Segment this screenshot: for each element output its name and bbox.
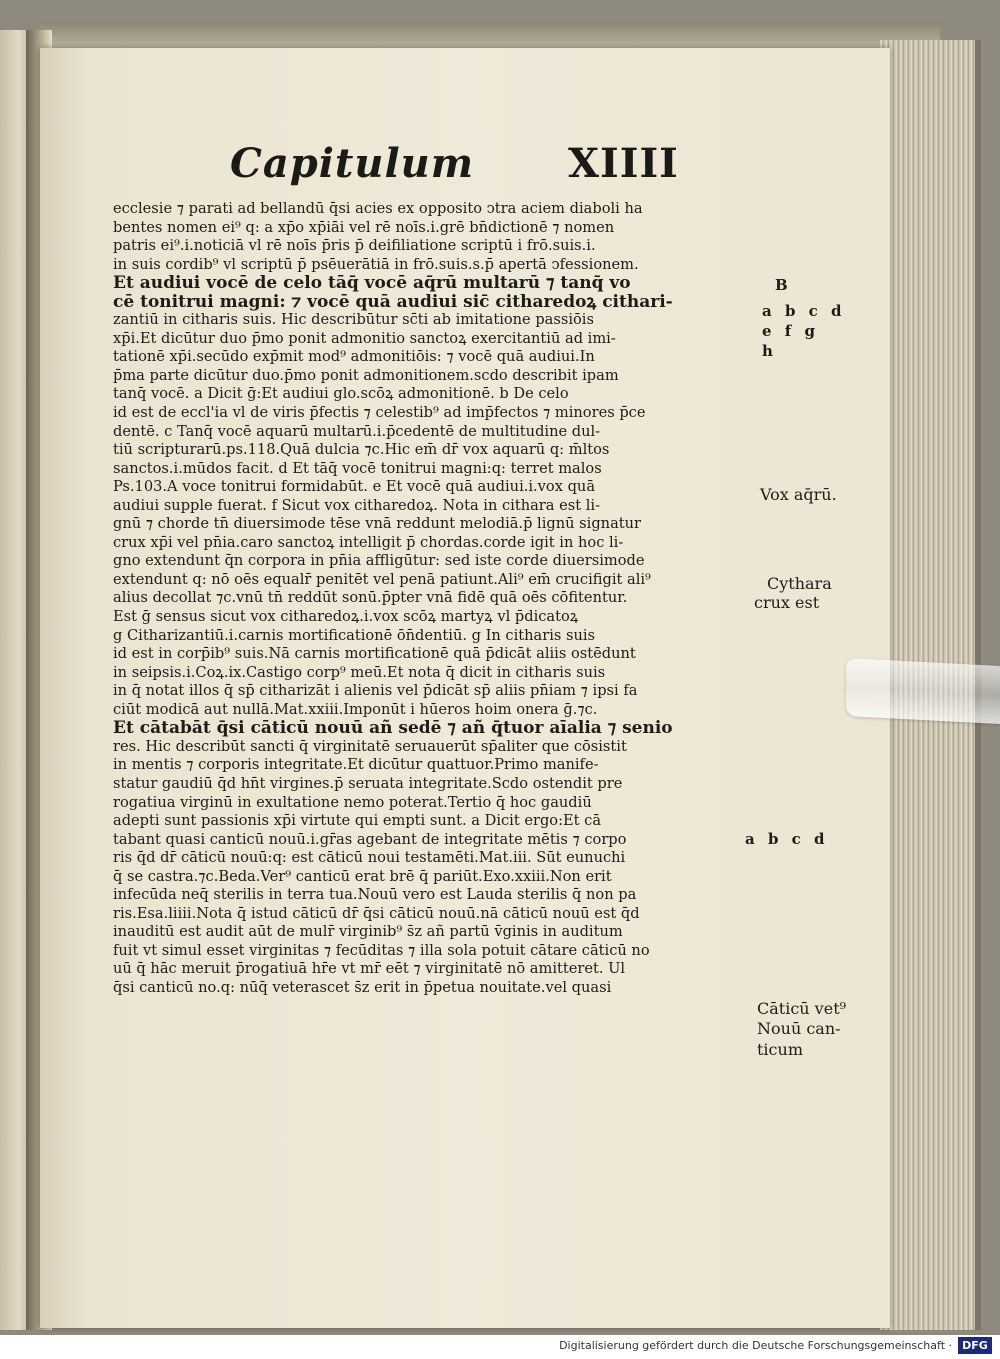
text-line: uū q̄ hāc meruit p̄rogatiuā hr̄e vt mr̄ eēt ⁊ virginitatē nō amitteret. Ul̄ [113,960,626,978]
text-line: Et audiui vocē de celo tāq̄ vocē aq̄rū multarū ⁊ tanq̄ vo [113,274,631,293]
text-line: cē tonitrui magni: ⁊ vocē quā audiui sic̄ citharedoꝝ cithari- [113,292,673,312]
body-text [113,200,763,998]
text-line: q̄ se castra.⁊c.Beda.Ver⁹ canticū erat brē q̄ pariūt.Exo.xxiii.Non erit [113,867,612,885]
text-line: zantiū in citharis suis. Hic describūtur sc̄ti ab imitatione passiōis [113,311,594,329]
text-line: adepti sunt passionis xp̄i virtute qui empti sunt. a Dicit ergo:Et cā [113,812,602,830]
footer [0,1335,1000,1359]
text-line: inauditū est audit aūt de mulr̄ virginib⁹ s̄z añ partū v̄ginis in auditum [113,923,623,941]
margin-note-canticum-2: Nouū can- [757,1019,841,1038]
text-line: fuit vt simul esset virginitas ⁊ fecūditas ⁊ illa sola potuit cātare cāticū no [113,941,650,959]
text-line: extendunt̄ q: nō oēs equalr̄ penitēt vel penā patiunt̄.Ali⁹ em̄ crucifigit̄ ali⁹ [113,570,651,588]
text-line: xp̄i.Et dicūtur duo p̄mo ponit admonitio sanctoꝝ exercitantiū ad imi- [113,329,616,347]
text-line: Est ḡ sensus sicut vox citharedoꝝ.i.vox scōꝝ martyꝝ vl̄ p̄dicatoꝝ [113,608,579,626]
text-line: dentē. c Tanq̄ vocē aquarū multarū.i.p̄cedentē de multitudine dul- [113,422,601,440]
text-line: res. Hic describūt̄ sancti q̄ virginitatē seruauerūt sp̄aliter que cōsistit [113,737,627,755]
text-line: id est de eccl'ia vl̄ de viris p̄fectis ⁊ celestib⁹ ad imp̄fectos ⁊ minores p̄ce [113,404,646,422]
text-line: ris q̄d dr̄ cāticū nouū:q: est cāticū noui testamēti.Mat.iii. Sūt eunuchi [113,849,626,867]
running-head [230,140,690,200]
margin-letters-3: h [762,342,777,360]
text-line: tanq̄ vocē. a Dicit ḡ:Et audiui glo.scōꝝ admonitionē. b De celo [113,385,569,403]
text-line: in seipsis.i.Coꝝ.ix.Castigo corp⁹ meū.Et nota q̄ dicit in citharis suis [113,663,606,681]
text-line: in mentis ⁊ corporis integritate.Et dicūtur quattuor.Primo manife- [113,756,599,774]
margin-letters-4: a b c d [745,830,829,848]
text-line: gno extendunt̄ q̄n corpora in pn̄ia affligūtur: sed iste corde diuersimode [113,552,645,570]
text-line: p̄ma parte dicūtur duo.p̄mo ponit admonitionem.scd̄o describit ipam [113,366,619,384]
margin-note-canticum-3: ticum [757,1040,803,1059]
text-line: q̄si canticū no.q: nūq̄ veterascet s̄z erit in p̄petua nouitate.vel quasi [113,978,612,996]
text-line: g Citharizantiū.i.carnis mortificationē ōn̄dentiū. g In citharis suis [113,626,596,644]
margin-note-canticum-1: Cāticū vet⁹ [757,999,847,1018]
text-line: gnū ⁊ chorde tn̄ diuersimode tēse vnā reddunt melodiā.p̄ lignū signatur [113,515,642,533]
text-line: bentes nomen ei⁹ q: a xp̄o xp̄iāi vel rē noīs.i.grē bn̄dictionē ⁊ nomen [113,218,615,236]
margin-letters-2: e f g [762,322,819,340]
text-line: audiui supple fuerat. f Sicut vox citharedoꝝ. Nota in cithara est li- [113,496,601,514]
glass-page-holder [846,658,1000,724]
margin-letter-b: B [775,276,788,294]
text-line: ecclesie ⁊ parati ad bellandū q̄si acies ex opposito ↄtra aciem diaboli ha [113,200,643,217]
text-line: in q̄ notat illos q̄ sp̄ citharizāt i alienis vel p̄dicāt sp̄ aliis pn̄iam ⁊ ipsi fa [113,682,638,700]
text-line: sanctos.i.mūdos facit. d Et tāq̄ vocē tonitrui magni:q: terret malos [113,459,602,477]
text-line: Ps.103.A voce tonitrui formidabūt. e Et vocē quā audiui.i.vox quā [113,478,596,496]
text-line: infecūda neq̄ sterilis in terra tua.Nouū vero est Lauda sterilis q̄ non pa [113,886,637,904]
margin-letters-1: a b c d [762,302,846,320]
footer-credit: Digitalisierung gefördert durch die Deutsche Forschungsgemeinschaft · [559,1339,952,1352]
text-line: alius decollat̄ ⁊c.vnū tn̄ reddūt sonū.p̄pter vnā fidē quā oēs cōfitentur. [113,589,628,607]
text-line: id est in corp̄ib⁹ suis.Nā carnis mortificationē quā p̄dicāt aliis ostēdunt [113,645,636,663]
text-line: ris.Esa.liiii.Nota q̄ istud cāticū dr̄ q̄si cāticū nouū.nā cāticū nouū est q̄d [113,904,640,922]
text-line: in suis cordib⁹ vl̄ scriptū p̄ psēuerātiā in frō.suis.s.p̄ apertā ↄfessionem. [113,255,639,273]
text-line: Et cātabāt q̄si cāticū nouū añ sedē ⁊ añ q̄tuor aīalia ⁊ senio [113,719,673,738]
chapter-number: XIIII [568,140,679,187]
text-line: crux xp̄i vel pn̄ia.caro sanctoꝝ intelligit̄ p̄ chordas.corde igit̄ in hoc li- [113,533,624,551]
text-line: patris ei⁹.i.noticiā vl̄ rē noīs p̄ris p̄ deifiliatione scriptū i frō.suis.i. [113,237,596,255]
text-line: tabant quasi canticū nouū.i.gr̄as agebant de integritate mētis ⁊ corpo [113,830,627,848]
text-line: tationē xp̄i.secūdo exp̄mit mod⁹ admonitiōis: ⁊ vocē quā audiui.In [113,348,595,366]
margin-note-cythara-1: Cythara [767,574,832,593]
chapter-word: Capitulum [230,140,475,187]
margin-note-vox: Vox aq̄rū. [760,485,837,504]
text-line: ciūt modicā aut nullā.Mat.xxiii.Imponūt i hūeros hoim onera ḡ.⁊c. [113,700,598,718]
margin-note-cythara-2: crux est [754,593,820,612]
text-line: rogatiua virginū in exultatione nemo poterat.Tertio q̄ hoc gaudiū [113,793,592,811]
text-line: statur gaudiū q̄d hn̄t virgines.p̄ seruata integritate.Scd̄o ostendit̄ pre [113,774,623,792]
dfg-logo: DFG [958,1337,992,1354]
text-line: tiū scripturarū.ps.118.Quā dulcia ⁊c.Hic em̄ dr̄ vox aquarū q: m̄ltos [113,441,610,459]
